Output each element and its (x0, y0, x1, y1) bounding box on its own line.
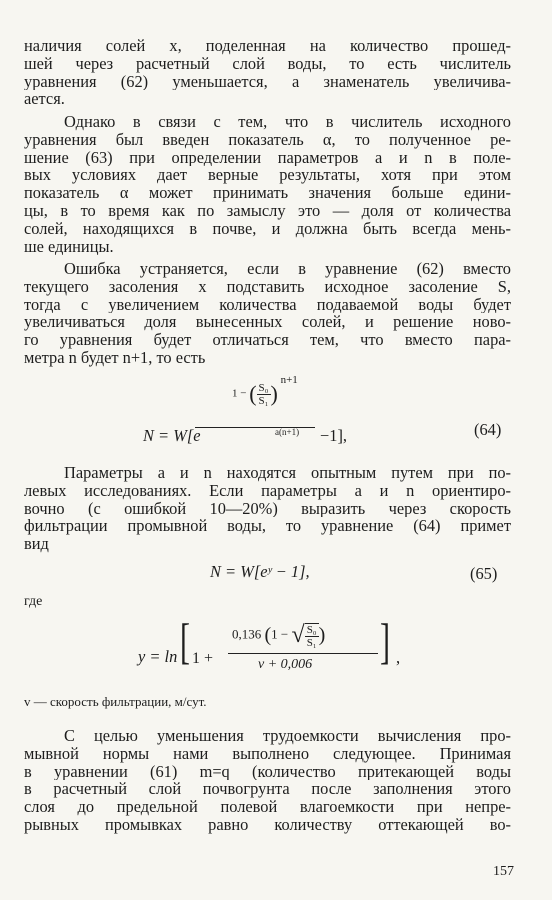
text-line: Параметры a и n находятся опытным путем при по- (64, 464, 511, 482)
paragraph-2 (24, 113, 511, 255)
text-line: ше единицы. (24, 237, 114, 256)
eqy-tail: , (396, 648, 401, 667)
paragraph-5 (24, 727, 511, 834)
text-line: шей через расчетный слой воды, то есть числитель (24, 54, 511, 73)
eqy-right-bracket: ] (380, 613, 390, 669)
eq64-lhs-text: N = W[e (143, 426, 201, 445)
eq64-lhs (143, 426, 201, 446)
eqy-numerator: 0,136 (1 − √ $\frac{\text{S₀}}{\text{S₁}}$ ) (232, 622, 326, 649)
text-line: в уравнении (61) m=q (количество притекающей воды (24, 762, 511, 781)
where-label: где (24, 594, 43, 609)
page-number: 157 (493, 864, 514, 879)
text-line: цы, в то время как по замыслу это — доля от количества (24, 201, 511, 220)
text-line: Однако в связи с тем, что в числитель исходного (64, 113, 511, 131)
v-definition: v — скорость фильтрации, м/сут. (24, 694, 207, 709)
text-line: Ошибка устраняется, если в уравнение (62) вместо (64, 260, 511, 278)
eqy-fraction-bar (228, 653, 378, 654)
eqy-one-minus: 1 − (271, 626, 289, 642)
text-line: слоя до предельной полевой влагоемкости при непре- (24, 798, 511, 816)
text-line: увеличиваться доля вынесенных солей, и решение ново- (24, 313, 511, 332)
eq64-exp-den: a(n+1) (275, 427, 300, 437)
text-line: рывных промывках равно количеству оттекающей во- (24, 815, 511, 834)
eq64-power: n+1 (280, 373, 298, 386)
eqy-lhs (138, 647, 177, 667)
text-line: солей, находящихся в почве, и должна быть всегда мень- (24, 219, 511, 238)
text-line: в расчетный слой почвогрунта после заполнения этого (24, 780, 511, 799)
text-line: ается. (24, 90, 65, 109)
text-line: левых исследованиях. Если параметры a и n ориентиро- (24, 481, 511, 500)
text-line: метра n будет n+1, то есть (24, 348, 206, 367)
text-line: го уравнения будет отличаться тем, что вместо пара- (24, 331, 511, 349)
paragraph-4 (24, 464, 511, 553)
eqy-den-text: v + 0,006 (258, 657, 313, 672)
eqy-one-plus: 1 + (192, 650, 214, 667)
eq64-ratio (257, 382, 271, 407)
text-line: вых условиях дает верные результаты, хотя при этом (24, 166, 511, 185)
text-line: уравнения (62) уменьшается, а знаменатель увеличива- (24, 72, 511, 91)
eqy-s0: S₀ (306, 623, 317, 636)
text-line: показатель α может принимать значения больше едини- (24, 184, 511, 202)
eq64-exponent: 1 − ( $\frac{\text{S₀}}{\text{S₁}}$ ) n+1 (232, 373, 298, 407)
eq65-text: N = W[eʸ − 1], (210, 562, 310, 581)
eqy-denominator (258, 657, 312, 673)
text-line: тогда с увеличением количества подаваемой воды будет (24, 295, 511, 314)
text-line: вид (24, 535, 49, 553)
eqy-ratio (305, 623, 319, 649)
eqy-lhs-text: y = ln (138, 647, 178, 666)
text-line: С целью уменьшения трудоемкости вычисления про- (64, 727, 511, 745)
paragraph-1 (24, 37, 511, 108)
eq64-number: (64) (474, 420, 502, 439)
eq64-s0: S₀ (258, 381, 269, 394)
text-line: мывной нормы нами выполнено следующее. Принимая (24, 744, 511, 763)
text-line: вочно (с ошибкой 10—20%) выразить через скорость (24, 499, 511, 518)
text-line: шение (63) при определении параметров a и n в поле- (24, 148, 511, 167)
eq65-number: (65) (470, 564, 498, 583)
eqy-s1: S₁ (306, 636, 317, 649)
eq64-one-minus: 1 − (232, 387, 247, 400)
eq64-s1: S₁ (258, 394, 269, 407)
equation-65 (210, 562, 310, 582)
eqy-coef: 0,136 (232, 626, 262, 642)
text-line: наличия солей x, поделенная на количество прошед- (24, 37, 511, 55)
text-line: фильтрации промывной воды, то уравнение (64) примет (24, 517, 511, 536)
paragraph-3 (24, 260, 511, 367)
text-line: текущего засоления x подставить исходное засоление S, (24, 277, 511, 296)
text-line: уравнения был введен показатель α, то полученное ре- (24, 130, 511, 149)
eqy-left-bracket: [ (180, 613, 190, 669)
eq64-tail: −1], (320, 426, 347, 445)
